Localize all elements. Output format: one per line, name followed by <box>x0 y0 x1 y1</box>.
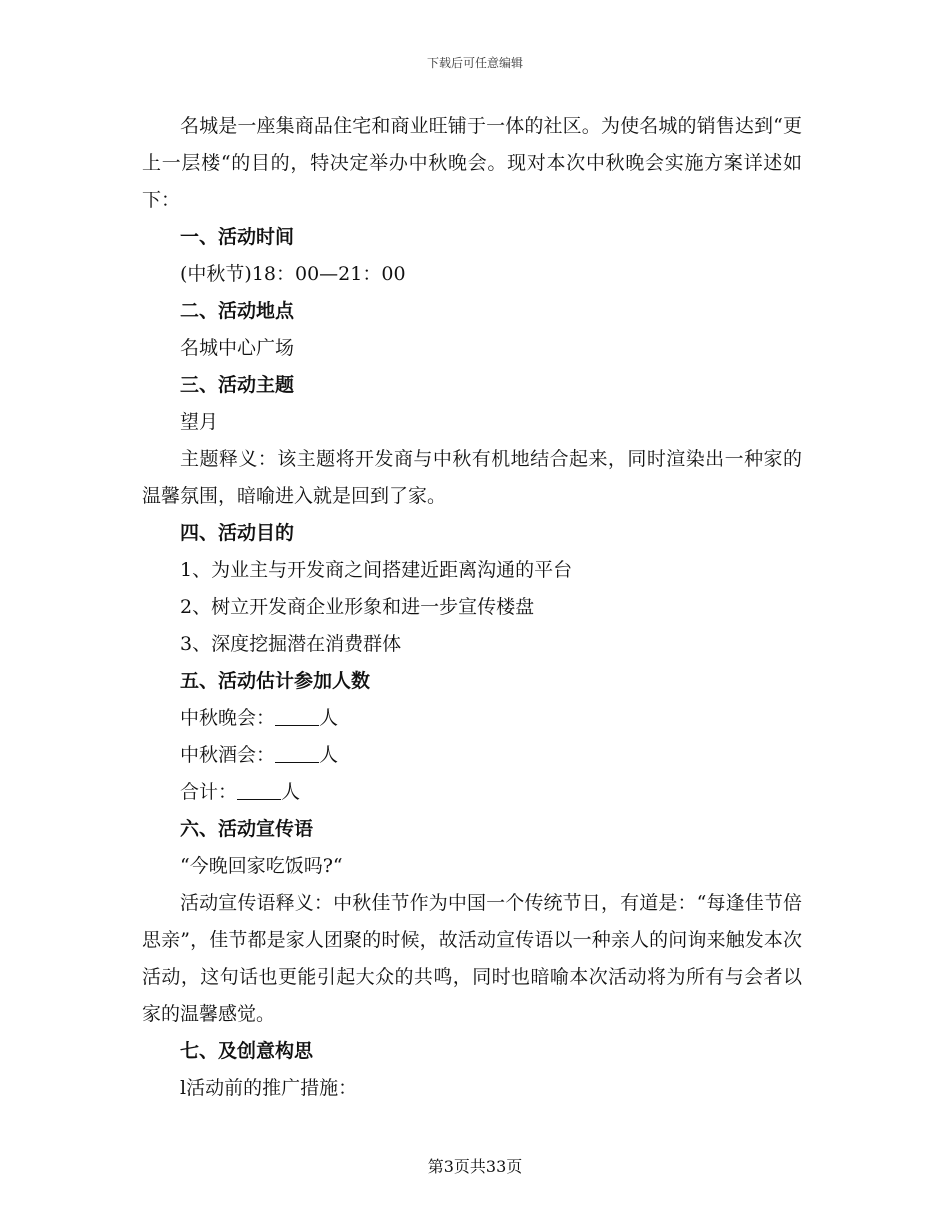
attendance-party <box>142 700 802 737</box>
attendance-banquet-unit: 人 <box>319 744 339 766</box>
attendance-party-label: 中秋晚会： <box>180 707 276 729</box>
page-footer: 第3页共33页 <box>427 1157 523 1176</box>
section-attendance-heading: 五、活动估计参加人数 <box>180 670 371 692</box>
attendance-party-blank <box>275 705 319 726</box>
document-body <box>142 108 802 1107</box>
purpose-item-1: 1、为业主与开发商之间搭建近距离沟通的平台 <box>180 559 573 581</box>
section-theme-heading: 三、活动主题 <box>180 374 295 396</box>
section-theme-explain: 主题释义：该主题将开发商与中秋有机地结合起来，同时渲染出一种家的温馨氛围，暗喻进入就是回到了家。 <box>142 448 802 507</box>
section-slogan-text: “今晚回家吃饭吗?“ <box>180 855 343 877</box>
attendance-party-unit: 人 <box>319 707 339 729</box>
section-creative-sub: l活动前的推广措施： <box>180 1077 358 1099</box>
section-time-heading: 一、活动时间 <box>180 226 295 248</box>
attendance-total <box>142 774 802 811</box>
section-purpose-heading: 四、活动目的 <box>180 522 295 544</box>
section-time-text: (中秋节)18：00—21：00 <box>180 263 406 285</box>
attendance-total-label: 合计： <box>180 781 238 803</box>
section-location-heading: 二、活动地点 <box>180 300 295 322</box>
purpose-item-3: 3、深度挖掘潜在消费群体 <box>180 633 402 655</box>
purpose-item-2: 2、树立开发商企业形象和进一步宣传楼盘 <box>180 596 535 618</box>
page-header: 下载后可任意编辑 <box>426 56 523 70</box>
attendance-total-unit: 人 <box>281 781 301 803</box>
attendance-banquet <box>142 737 802 774</box>
attendance-banquet-blank <box>275 742 319 763</box>
section-creative-heading: 七、及创意构思 <box>180 1040 314 1062</box>
intro-paragraph: 名城是一座集商品住宅和商业旺铺于一体的社区。为使名城的销售达到“更上一层楼“的目的，特决定举办中秋晚会。现对本次中秋晚会实施方案详述如下： <box>142 115 802 211</box>
attendance-banquet-label: 中秋酒会： <box>180 744 276 766</box>
section-theme-text: 望月 <box>180 411 219 433</box>
attendance-total-blank <box>237 779 281 800</box>
section-slogan-explain: 活动宣传语释义：中秋佳节作为中国一个传统节日，有道是：“每逢佳节倍思亲”，佳节都是家人团聚的时候，故活动宣传语以一种亲人的问询来触发本次活动，这句话也更能引起大众的共鸣，同时也暗喻本次活动将为所有与会者以家的温馨感觉。 <box>142 892 802 1025</box>
section-slogan-heading: 六、活动宣传语 <box>180 818 314 840</box>
section-location-text: 名城中心广场 <box>180 337 295 359</box>
